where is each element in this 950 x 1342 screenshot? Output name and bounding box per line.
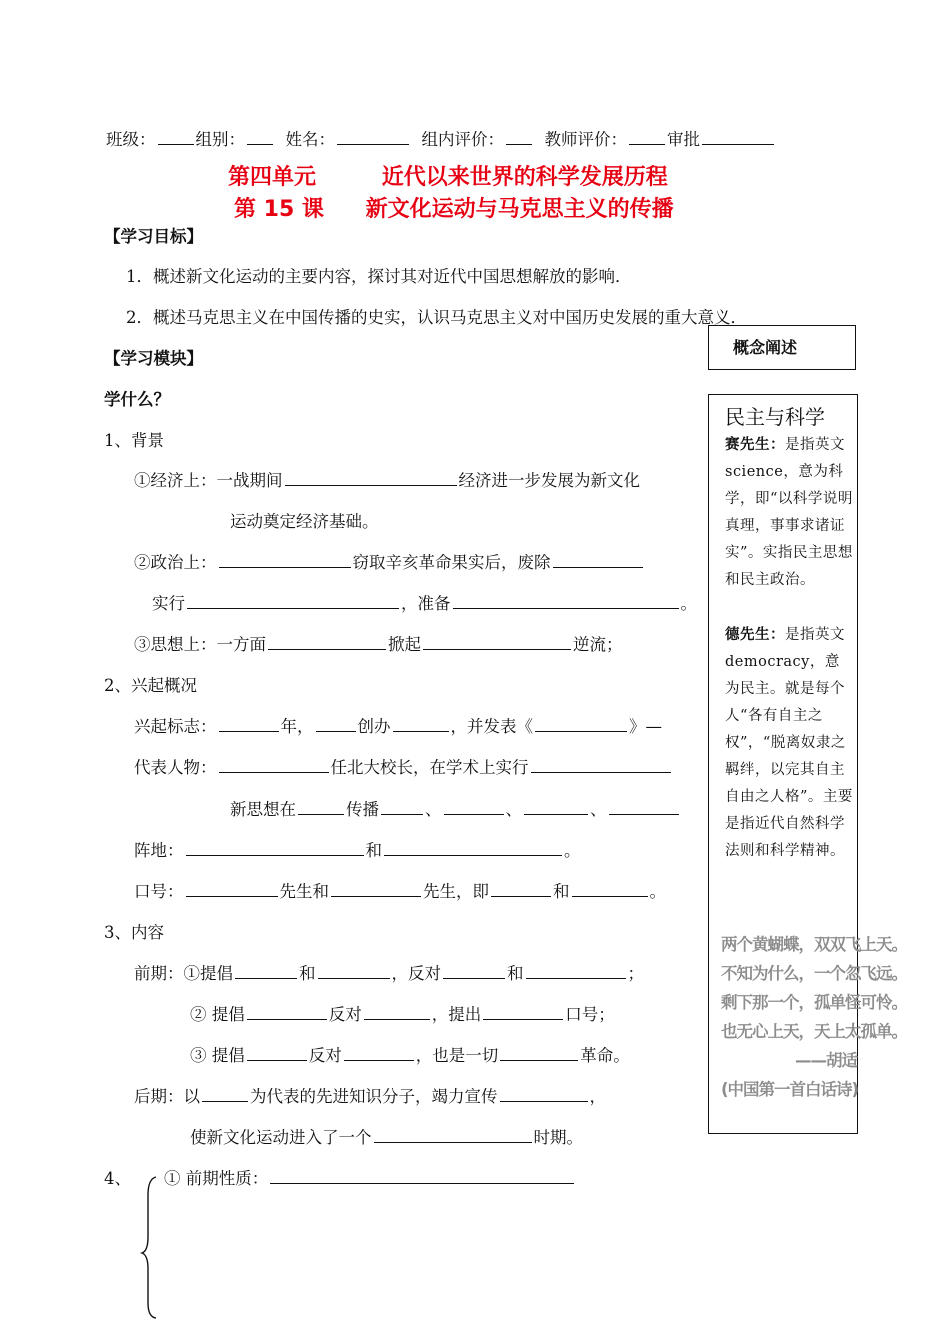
group-eval-blank[interactable] [506, 127, 532, 145]
late-end: 时期。 [533, 1128, 583, 1147]
early3-blank-1[interactable] [247, 1043, 307, 1061]
early-blank-1[interactable] [235, 961, 297, 979]
lesson-number: 第 15 课 [234, 197, 324, 222]
teacher-eval-blank[interactable] [629, 127, 665, 145]
representative-line [134, 754, 673, 778]
early-and-1: 和 [299, 964, 316, 983]
new-thought-label: 新思想在 [230, 800, 296, 819]
sai-paragraph [725, 432, 853, 594]
lesson-name: 新文化运动与马克思主义的传播 [365, 197, 674, 222]
base-line [134, 837, 581, 861]
base-and: 和 [365, 841, 382, 860]
poem-note: (中国第一首白话诗) [721, 1080, 859, 1099]
late-period-label: 使新文化运动进入了一个 [190, 1128, 372, 1147]
rise-label: 兴起标志： [134, 717, 217, 736]
early2-oppose: 反对 [328, 1005, 362, 1024]
slogan-end: 。 [649, 882, 666, 901]
late-blank-2[interactable] [500, 1084, 588, 1102]
late-label: 后期：以 [134, 1087, 200, 1106]
early-blank-3[interactable] [443, 961, 505, 979]
early-oppose: ，反对 [391, 964, 441, 983]
slogan-line [134, 878, 666, 902]
politics-blank-4[interactable] [453, 591, 679, 609]
curly-brace-icon [140, 1175, 164, 1320]
group-eval-label: 组内评价： [421, 130, 504, 149]
politics-label: ②政治上： [134, 553, 217, 572]
section-1-heading: 1、背景 [104, 431, 164, 450]
early-end: ； [627, 964, 644, 983]
nature-label: ① 前期性质： [164, 1169, 269, 1188]
poem-line: 剩下那一个，孤单怪可怜。 [721, 993, 907, 1012]
poem-line: 不知为什么，一个忽飞远。 [721, 964, 907, 983]
slogan-label: 口号： [134, 882, 184, 901]
late-text: 为代表的先进知识分子，竭力宣传 [250, 1087, 498, 1106]
rise-publish-label: ，并发表《 [450, 717, 533, 736]
rise-year-label: 年， [280, 717, 314, 736]
base-end: 。 [564, 841, 581, 860]
economy-line [134, 467, 640, 491]
late-blank-3[interactable] [374, 1125, 532, 1143]
lesson-title [234, 192, 674, 223]
early-line-1 [134, 960, 644, 984]
representative-blank-2[interactable] [531, 755, 671, 773]
separator: 、 [505, 800, 522, 819]
late-comma: ， [589, 1087, 606, 1106]
rise-journal-blank[interactable] [393, 714, 449, 732]
de-paragraph [725, 622, 853, 865]
politics-text: 窃取辛亥革命果实后，废除 [352, 553, 551, 572]
concept-label: 概念阐述 [733, 338, 798, 357]
name-blank[interactable] [337, 127, 409, 145]
early-and-2: 和 [507, 964, 524, 983]
nature-line [164, 1165, 576, 1189]
thought-label: ③思想上：一方面 [134, 635, 266, 654]
new-thought-spread: 传播 [346, 800, 379, 819]
sai-label: 赛先生： [725, 437, 785, 453]
early3-blank-3[interactable] [500, 1043, 578, 1061]
late-line [134, 1083, 606, 1107]
economy-text: 经济进一步发展为新文化 [458, 471, 640, 490]
separator: 、 [590, 800, 607, 819]
sai-text: 是指英文 science，意为科学，即“以科学说明真理，事事求诸证实”。实指民主思想和民主政治。 [725, 437, 853, 588]
unit-name: 近代以来世界的科学发展历程 [381, 165, 668, 190]
representative-blank-1[interactable] [219, 755, 329, 773]
slogan-blank-3[interactable] [491, 879, 551, 897]
representative-text: 任北大校长，在学术上实行 [330, 758, 529, 777]
thought-end: 逆流； [573, 635, 623, 654]
economy-label: ①经济上：一战期间 [134, 471, 283, 490]
new-thought-blank-5[interactable] [609, 797, 679, 815]
late-line-2 [190, 1124, 583, 1148]
rise-year-blank[interactable] [219, 714, 279, 732]
early3-label: ③ 提倡 [190, 1046, 245, 1065]
thought-line [134, 631, 623, 655]
de-text: 是指英文 democracy，意为民主。就是每个人“各有自主之权”，“脱离奴隶之羁绊，以完其自主自由之人格”。主要是指近代自然科学法则和科学精神。 [725, 627, 853, 859]
politics-end: 。 [680, 594, 697, 613]
goal-item-1: 1．概述新文化运动的主要内容，探讨其对近代中国思想解放的影响． [126, 267, 632, 286]
politics-blank-1[interactable] [219, 550, 351, 568]
class-label: 班级： [106, 130, 156, 149]
base-blank-1[interactable] [186, 838, 364, 856]
separator: 、 [425, 800, 442, 819]
early-blank-2[interactable] [318, 961, 390, 979]
early3-all: ，也是一切 [415, 1046, 499, 1065]
group-label: 组别： [195, 130, 245, 149]
slogan-and: 和 [553, 882, 570, 901]
early-line-2 [190, 1001, 615, 1025]
de-label: 德先生： [725, 627, 785, 643]
goal-item-2: 2．概述马克思主义在中国传播的史实，认识马克思主义对中国历史发展的重大意义． [126, 308, 747, 327]
politics-line-2 [152, 590, 697, 614]
early2-blank-2[interactable] [364, 1002, 430, 1020]
rise-article-blank[interactable] [535, 714, 627, 732]
module-subheading: 学什么？ [104, 390, 170, 409]
early3-blank-2[interactable] [344, 1043, 414, 1061]
approve-blank[interactable] [702, 127, 774, 145]
poem-line: 也无心上天，天上太孤单。 [721, 1022, 907, 1041]
late-blank-1[interactable] [202, 1084, 248, 1102]
new-thought-blank-2[interactable] [381, 797, 423, 815]
section-4-heading: 4、 [104, 1169, 131, 1188]
base-label: 阵地： [134, 841, 184, 860]
new-thought-line [230, 796, 681, 820]
slogan-mr-1: 先生和 [279, 882, 329, 901]
group-blank[interactable] [247, 127, 273, 145]
section-2-heading: 2、兴起概况 [104, 676, 197, 695]
rise-found-label: 创办 [357, 717, 391, 736]
thought-blank-2[interactable] [423, 632, 571, 650]
early-blank-4[interactable] [526, 961, 626, 979]
nature-blank[interactable] [270, 1166, 574, 1184]
early2-blank-1[interactable] [247, 1002, 327, 1020]
module-heading: 【学习模块】 [104, 349, 203, 368]
new-thought-blank-4[interactable] [524, 797, 588, 815]
politics-prepare-label: ，准备 [401, 594, 451, 613]
rise-line [134, 713, 662, 737]
new-thought-blank-1[interactable] [298, 797, 344, 815]
new-thought-blank-3[interactable] [444, 797, 504, 815]
politics-line [134, 549, 645, 573]
early2-end: 口号； [565, 1005, 615, 1024]
slogan-blank-4[interactable] [572, 879, 648, 897]
politics-blank-2[interactable] [553, 550, 643, 568]
early3-end: 革命。 [580, 1046, 630, 1065]
slogan-mr-2: 先生，即 [423, 882, 489, 901]
thought-text: 掀起 [388, 635, 421, 654]
thought-blank-1[interactable] [268, 632, 386, 650]
early3-oppose: 反对 [308, 1046, 342, 1065]
economy-blank[interactable] [285, 468, 457, 486]
header-line [106, 126, 776, 150]
politics-blank-3[interactable] [187, 591, 399, 609]
early2-label: ② 提倡 [190, 1005, 245, 1024]
politics-implement-label: 实行 [152, 594, 185, 613]
concept-card [708, 394, 907, 1134]
rise-person-blank[interactable] [316, 714, 356, 732]
early-label: 前期：①提倡 [134, 964, 233, 983]
rise-end: 》— [629, 717, 662, 736]
slogan-blank-1[interactable] [186, 879, 278, 897]
section-3-heading: 3、内容 [104, 923, 164, 942]
poem-block [721, 930, 907, 1104]
base-blank-2[interactable] [384, 838, 562, 856]
early2-propose: ，提出 [431, 1005, 482, 1024]
approve-label: 审批 [667, 130, 700, 149]
unit-number: 第四单元 [228, 165, 317, 190]
poem-author: ——胡适 [795, 1051, 857, 1070]
economy-line-2: 运动奠定经济基础。 [230, 512, 379, 531]
name-label: 姓名： [285, 130, 335, 149]
teacher-eval-label: 教师评价： [544, 130, 627, 149]
slogan-blank-2[interactable] [331, 879, 421, 897]
unit-title [228, 160, 668, 191]
early2-blank-3[interactable] [483, 1002, 563, 1020]
card-title: 民主与科学 [725, 405, 825, 429]
early-line-3 [190, 1042, 630, 1066]
poem-line: 两个黄蝴蝶，双双飞上天。 [721, 935, 907, 954]
representative-label: 代表人物： [134, 758, 217, 777]
class-blank[interactable] [158, 127, 194, 145]
goals-heading: 【学习目标】 [104, 227, 203, 246]
concept-box [708, 325, 856, 370]
